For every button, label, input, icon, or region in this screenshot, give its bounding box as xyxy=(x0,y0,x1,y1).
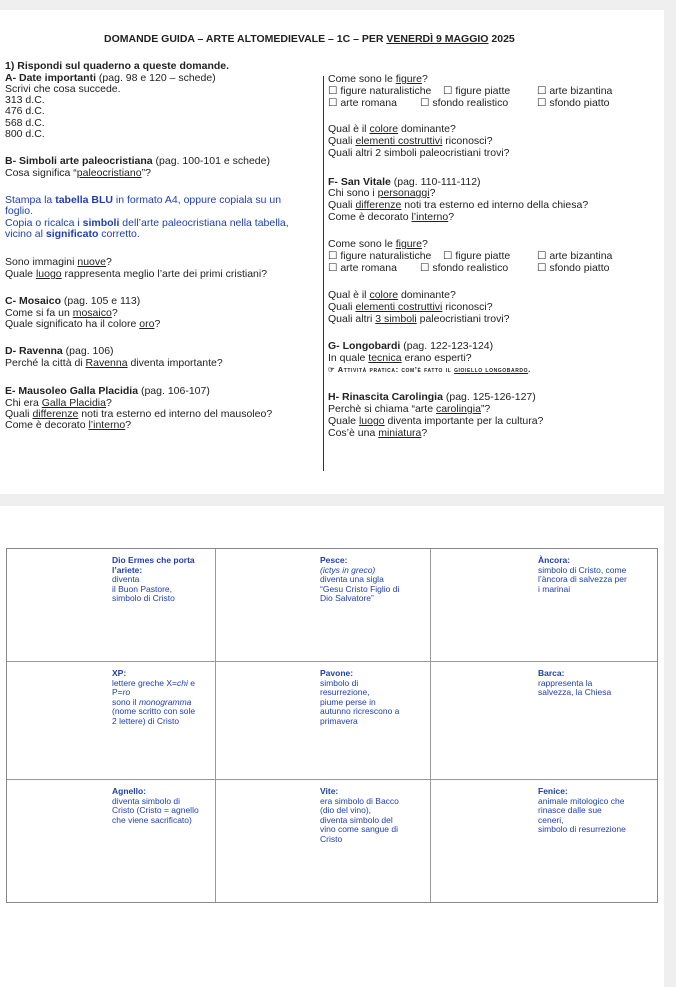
section-e-heading: E- Mausoleo Galla Placidia (pag. 106-107) xyxy=(5,385,210,397)
title-text: DOMANDE GUIDA – ARTE ALTOMEDIEVALE – 1C – PER xyxy=(104,33,387,45)
intro-instruction: 1) Rispondi sul quaderno a queste domande. xyxy=(5,60,230,72)
table-cell-pesce: Pesce: (ictys in greco) diventa una sigla “Gesu Cristo Figlio di Dio Salvatore” xyxy=(320,555,400,603)
date-800: 800 d.C. xyxy=(5,128,45,140)
section-f-q7: Quali altri 3 simboli paleocristiani trovi? xyxy=(328,313,510,325)
date-313: 313 d.C. xyxy=(5,94,45,106)
section-g-q1: In quale tecnica erano esperti? xyxy=(328,352,472,364)
section-b-heading: B- Simboli arte paleocristiana (pag. 100-101 e schede) xyxy=(5,155,270,167)
checkbox-f-arte-bizantina[interactable]: ☐ arte bizantina xyxy=(537,250,613,262)
table-cell-agnello: Agnello: diventa simbolo di Cristo (Cristo = agnello che viene sacrificato) xyxy=(112,786,199,825)
checkbox-arte-romana[interactable]: ☐ arte romana xyxy=(328,97,397,109)
table-cell-xp: XP: lettere greche X=chi e P=ro sono il monogramma (nome scritto con sole 2 lettere) di Cristo xyxy=(112,668,196,726)
section-g-heading: G- Longobardi (pag. 122-123-124) xyxy=(328,340,494,352)
checkbox-f-figure-piatte[interactable]: ☐ figure piatte xyxy=(443,250,511,262)
table-col-divider xyxy=(430,549,431,902)
checkbox-f-sfondo-piatto[interactable]: ☐ sfondo piatto xyxy=(537,262,610,274)
section-f-q6: Quali elementi costruttivi riconosci? xyxy=(328,301,493,313)
checkbox-sfondo-realistico[interactable]: ☐ sfondo realistico xyxy=(420,97,509,109)
section-h-heading: H- Rinascita Carolingia (pag. 125-126-127) xyxy=(328,391,536,403)
title-year: 2025 xyxy=(488,33,515,45)
section-b-q2: Sono immagini nuove? xyxy=(5,256,112,268)
right-q2: Qual è il colore dominante? xyxy=(328,123,456,135)
section-h-q3: Cos’è una miniatura? xyxy=(328,427,428,439)
section-e-q2: Quali differenze noti tra esterno ed interno del mausoleo? xyxy=(5,408,273,420)
section-h-q1: Perchè si chiama “arte carolingia”? xyxy=(328,403,491,415)
page-title xyxy=(104,34,515,45)
section-h-q2: Quale luogo diventa importante per la cultura? xyxy=(328,415,544,427)
column-divider xyxy=(323,76,324,471)
section-b-copy-instruction: Copia o ricalca i simboli dell’arte paleocristiana nella tabella, xyxy=(5,217,289,229)
table-cell-barca: Barca: rappresenta la salvezza, la Chiesa xyxy=(538,668,612,697)
section-f-q3: Come è decorato l’interno? xyxy=(328,211,455,223)
page-symbols-table xyxy=(0,506,664,987)
title-day: VENERDÌ 9 MAGGIO xyxy=(386,33,489,45)
section-d-heading: D- Ravenna (pag. 106) xyxy=(5,345,114,357)
table-row-divider xyxy=(7,779,657,780)
section-f-q1: Chi sono i personaggi? xyxy=(328,187,436,199)
section-f-heading: F- San Vitale (pag. 110-111-112) xyxy=(328,176,481,188)
section-b-q3: Quale luogo rappresenta meglio l’arte dei primi cristiani? xyxy=(5,268,268,280)
checkbox-f-arte-romana[interactable]: ☐ arte romana xyxy=(328,262,397,274)
right-q1: Come sono le figure? xyxy=(328,73,428,85)
table-row-divider xyxy=(7,661,657,662)
section-g-activity: ☞ Attività pratica: com’è fatto il gioiello longobardo. xyxy=(328,365,531,374)
section-a-heading: A- Date importanti (pag. 98 e 120 – schede) xyxy=(5,72,216,84)
section-b-print-instruction-2: foglio. xyxy=(5,205,34,217)
section-a-subtitle: Scrivi che cosa succede. xyxy=(5,83,121,95)
section-c-q2: Quale significato ha il colore oro? xyxy=(5,318,161,330)
section-f-q4: Come sono le figure? xyxy=(328,238,428,250)
page-questions xyxy=(0,10,664,494)
table-cell-pavone: Pavone: simbolo di resurrezione, piume perse in autunno ricrescono a primavera xyxy=(320,668,400,726)
checkbox-figure-piatte[interactable]: ☐ figure piatte xyxy=(443,85,511,97)
date-568: 568 d.C. xyxy=(5,117,45,129)
table-cell-ermes: Dio Ermes che porta l’ariete: diventa il Buon Pastore, simbolo di Cristo xyxy=(112,555,195,603)
section-d-q1: Perché la città di Ravenna diventa importante? xyxy=(5,357,223,369)
right-q4: Quali altri 2 simboli paleocristiani trovi? xyxy=(328,147,510,159)
section-b-print-instruction: Stampa la tabella BLU in formato A4, oppure copiala su un xyxy=(5,194,282,206)
section-e-q3: Come è decorato l’interno? xyxy=(5,419,132,431)
checkbox-arte-bizantina[interactable]: ☐ arte bizantina xyxy=(537,85,613,97)
table-cell-ancora: Àncora: simbolo di Cristo, come l’àncora di salvezza per i marinai xyxy=(538,555,627,594)
checkbox-figure-naturalistiche[interactable]: ☐ figure naturalistiche xyxy=(328,85,432,97)
section-f-q5: Qual è il colore dominante? xyxy=(328,289,456,301)
table-col-divider xyxy=(215,549,216,902)
section-f-q2: Quali differenze noti tra esterno ed interno della chiesa? xyxy=(328,199,589,211)
table-cell-fenice: Fenice: animale mitologico che rinasce dalle sue ceneri, simbolo di resurrezione xyxy=(538,786,626,834)
section-c-q1: Come si fa un mosaico? xyxy=(5,307,118,319)
checkbox-f-sfondo-realistico[interactable]: ☐ sfondo realistico xyxy=(420,262,509,274)
date-476: 476 d.C. xyxy=(5,105,45,117)
section-b-copy-instruction-2: vicino al significato corretto. xyxy=(5,228,140,240)
section-b-q1: Cosa significa “paleocristiano”? xyxy=(5,167,151,179)
checkbox-f-figure-naturalistiche[interactable]: ☐ figure naturalistiche xyxy=(328,250,432,262)
checkbox-sfondo-piatto[interactable]: ☐ sfondo piatto xyxy=(537,97,610,109)
table-cell-vite: Vite: era simbolo di Bacco (dio del vino), diventa simbolo del vino come sangue di Cristo xyxy=(320,786,399,844)
symbols-table xyxy=(6,548,658,903)
right-q3: Quali elementi costruttivi riconosci? xyxy=(328,135,493,147)
section-e-q1: Chi era Galla Placidia? xyxy=(5,397,112,409)
section-c-heading: C- Mosaico (pag. 105 e 113) xyxy=(5,295,141,307)
